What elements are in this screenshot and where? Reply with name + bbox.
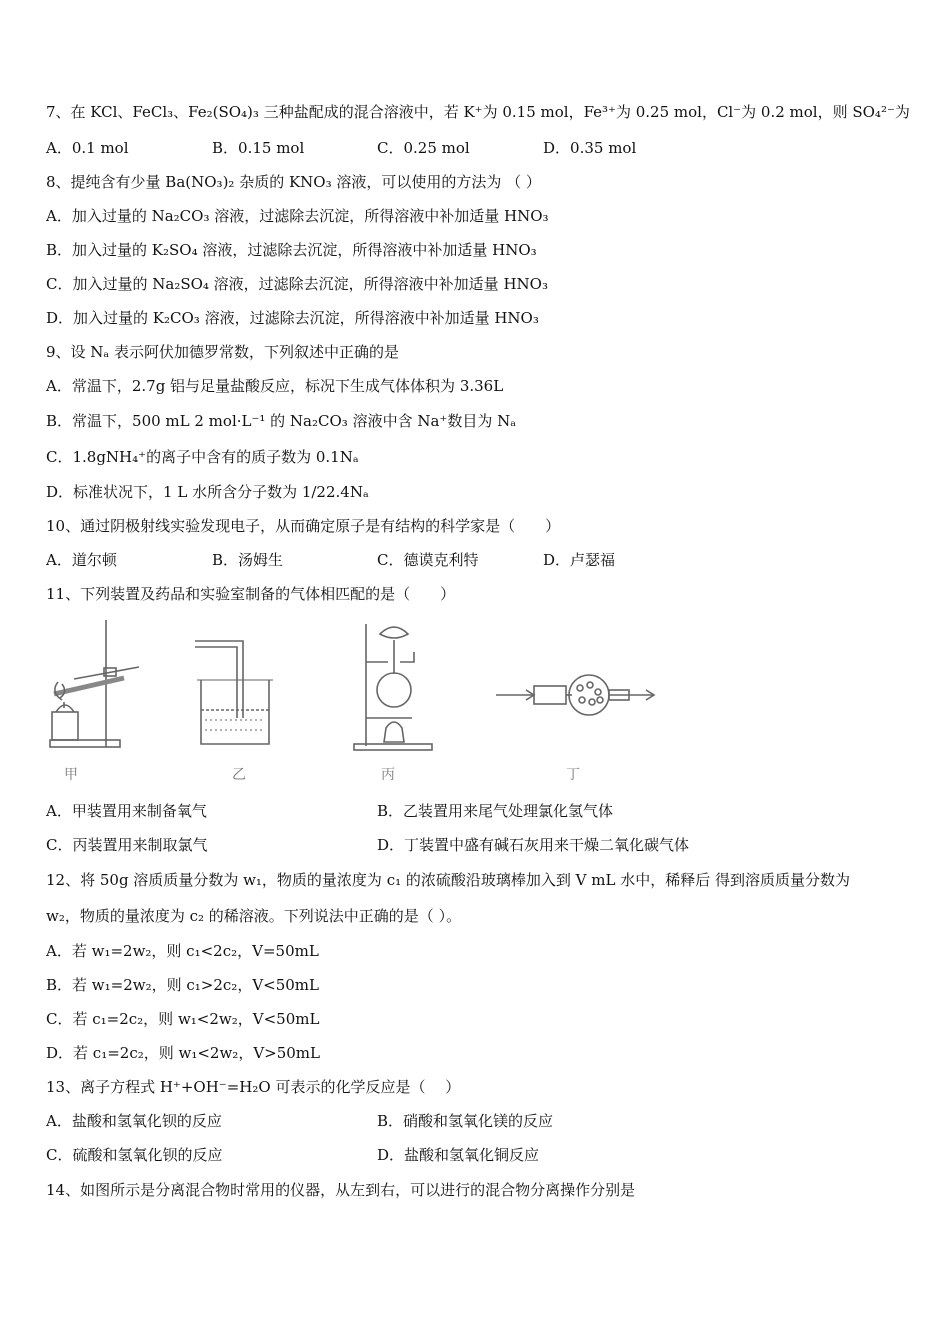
q11-option-a[interactable]: A．甲装置用来制备氧气 bbox=[46, 802, 207, 820]
q11-option-c[interactable]: C．丙装置用来制取氯气 bbox=[46, 836, 208, 854]
q13-stem: 13、离子方程式 H⁺+OH⁻=H₂O 可表示的化学反应是（ ） bbox=[46, 1078, 461, 1096]
q13-option-d[interactable]: D．盐酸和氢氧化铜反应 bbox=[377, 1146, 540, 1164]
q11-option-b[interactable]: B．乙装置用来尾气处理氯化氢气体 bbox=[377, 802, 614, 820]
q8-option-a[interactable]: A．加入过量的 Na₂CO₃ 溶液，过滤除去沉淀，所得溶液中补加适量 HNO₃ bbox=[46, 207, 549, 225]
q7-option-d[interactable]: D．0.35 mol bbox=[543, 139, 637, 157]
q12-option-b[interactable]: B．若 w₁=2w₂，则 c₁>2c₂，V<50mL bbox=[46, 976, 319, 994]
q12-stem-line2: w₂，物质的量浓度为 c₂ 的稀溶液。下列说法中正确的是（ ）。 bbox=[46, 907, 462, 925]
apparatus-yi-figure bbox=[195, 636, 275, 751]
q12-option-a[interactable]: A．若 w₁=2w₂，则 c₁<2c₂，V=50mL bbox=[46, 942, 319, 960]
q9-option-b[interactable]: B．常温下，500 mL 2 mol·L⁻¹ 的 Na₂CO₃ 溶液中含 Na⁺数目为 Nₐ bbox=[46, 412, 517, 430]
q7-stem: 7、在 KCl、FeCl₃、Fe₂(SO₄)₃ 三种盐配成的混合溶液中，若 K⁺为 0.15 mol，Fe³⁺为 0.25 mol，Cl⁻为 0.2 mol，则 SO₄²⁻为 bbox=[46, 103, 910, 121]
caption-ding: 丁 bbox=[566, 767, 580, 783]
q7-option-a[interactable]: A．0.1 mol bbox=[46, 139, 129, 157]
q10-option-c[interactable]: C．德谟克利特 bbox=[377, 551, 479, 569]
caption-yi: 乙 bbox=[232, 767, 246, 783]
q11-stem: 11、下列装置及药品和实验室制备的气体相匹配的是（ ） bbox=[46, 585, 456, 603]
q13-option-c[interactable]: C．硫酸和氢氧化钡的反应 bbox=[46, 1146, 223, 1164]
apparatus-ding-figure bbox=[494, 670, 659, 720]
q12-stem-line1: 12、将 50g 溶质质量分数为 w₁，物质的量浓度为 c₁ 的浓硫酸沿玻璃棒加入到 V mL 水中，稀释后 得到溶质质量分数为 bbox=[46, 871, 850, 889]
q9-option-a[interactable]: A．常温下，2.7g 铝与足量盐酸反应，标况下生成气体体积为 3.36L bbox=[46, 377, 504, 395]
q8-option-b[interactable]: B．加入过量的 K₂SO₄ 溶液，过滤除去沉淀，所得溶液中补加适量 HNO₃ bbox=[46, 241, 537, 259]
q13-option-b[interactable]: B．硝酸和氢氧化镁的反应 bbox=[377, 1112, 554, 1130]
q10-option-b[interactable]: B．汤姆生 bbox=[212, 551, 284, 569]
q10-stem: 10、通过阴极射线实验发现电子，从而确定原子是有结构的科学家是（ ） bbox=[46, 517, 561, 535]
q12-option-d[interactable]: D．若 c₁=2c₂，则 w₁<2w₂，V>50mL bbox=[46, 1044, 320, 1062]
caption-jia: 甲 bbox=[64, 767, 78, 783]
q9-option-d[interactable]: D．标准状况下，1 L 水所含分子数为 1/22.4Nₐ bbox=[46, 483, 369, 501]
apparatus-bing-figure bbox=[352, 618, 437, 752]
q10-option-d[interactable]: D．卢瑟福 bbox=[543, 551, 616, 569]
q8-option-c[interactable]: C．加入过量的 Na₂SO₄ 溶液，过滤除去沉淀，所得溶液中补加适量 HNO₃ bbox=[46, 275, 548, 293]
q12-option-c[interactable]: C．若 c₁=2c₂，则 w₁<2w₂，V<50mL bbox=[46, 1010, 320, 1028]
q8-stem: 8、提纯含有少量 Ba(NO₃)₂ 杂质的 KNO₃ 溶液，可以使用的方法为 （ ） bbox=[46, 173, 541, 191]
q13-option-a[interactable]: A．盐酸和氢氧化钡的反应 bbox=[46, 1112, 222, 1130]
q14-stem: 14、如图所示是分离混合物时常用的仪器，从左到右，可以进行的混合物分离操作分别是 bbox=[46, 1181, 636, 1199]
q11-option-d[interactable]: D．丁装置中盛有碱石灰用来干燥二氧化碳气体 bbox=[377, 836, 690, 854]
q9-stem: 9、设 Nₐ 表示阿伏加德罗常数，下列叙述中正确的是 bbox=[46, 343, 399, 361]
q10-option-a[interactable]: A．道尔顿 bbox=[46, 551, 117, 569]
q8-option-d[interactable]: D．加入过量的 K₂CO₃ 溶液，过滤除去沉淀，所得溶液中补加适量 HNO₃ bbox=[46, 309, 539, 327]
q7-option-c[interactable]: C．0.25 mol bbox=[377, 139, 470, 157]
apparatus-jia-figure bbox=[44, 612, 164, 757]
caption-bing: 丙 bbox=[381, 767, 395, 783]
q7-option-b[interactable]: B．0.15 mol bbox=[212, 139, 305, 157]
q9-option-c[interactable]: C．1.8gNH₄⁺的离子中含有的质子数为 0.1Nₐ bbox=[46, 448, 359, 466]
